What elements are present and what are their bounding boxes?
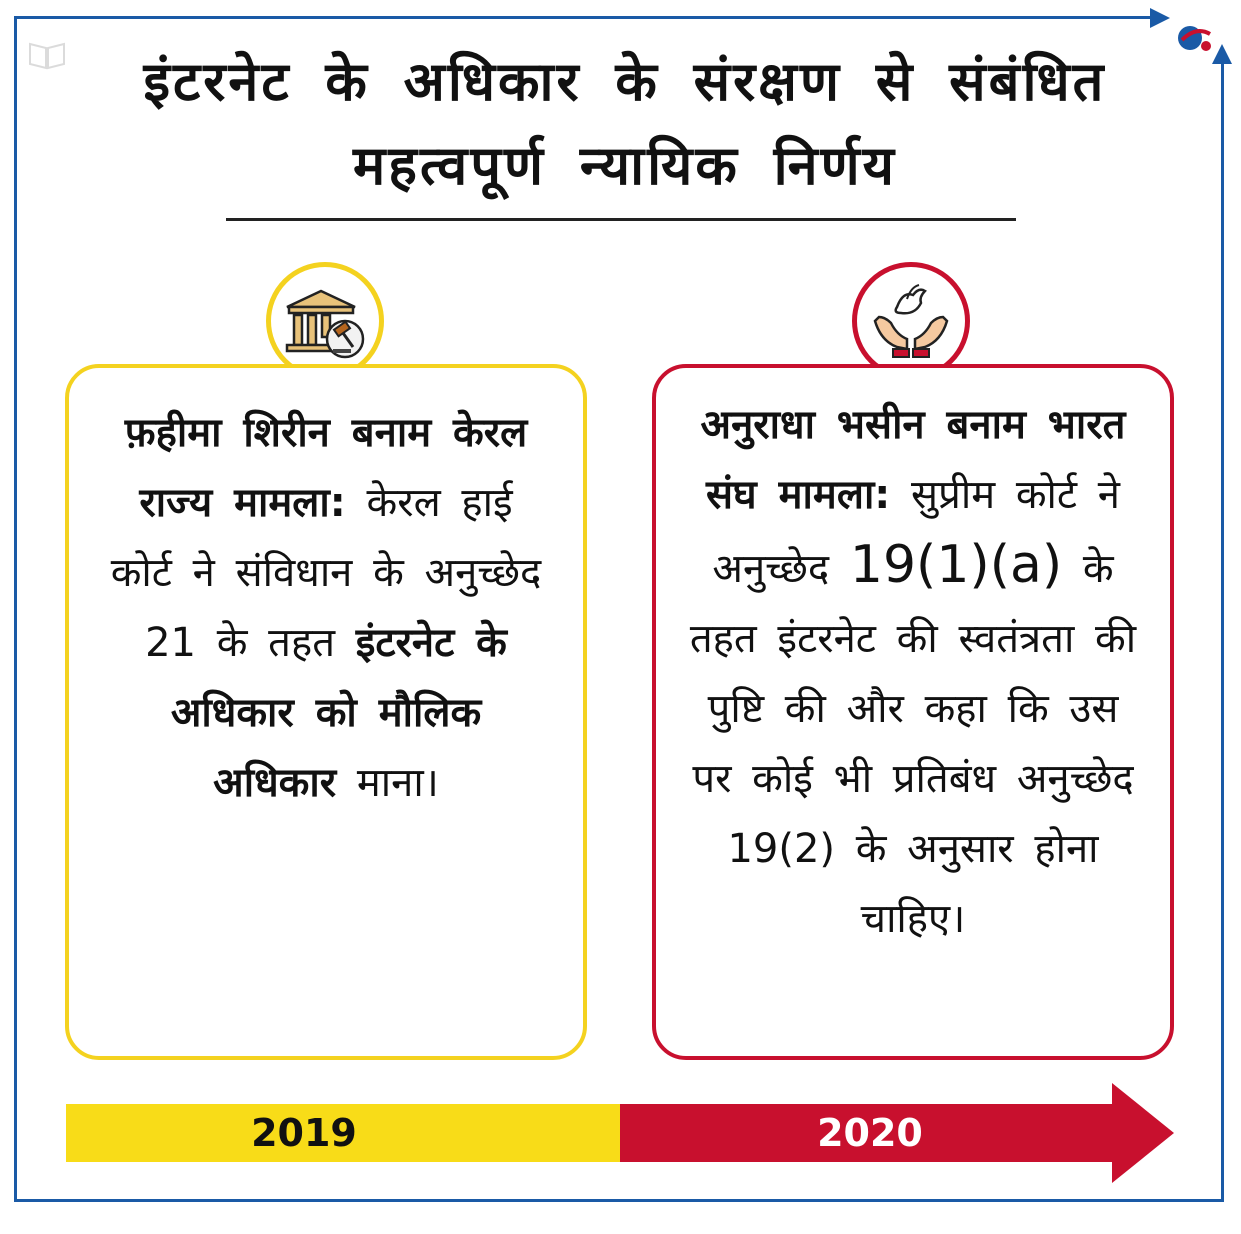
case-text-fahima-1: केरल हाई कोर्ट ने संविधान के अनुच्छेद 21 के तहत bbox=[110, 480, 542, 666]
article-number: 19(1)(a) bbox=[849, 535, 1063, 595]
case-text-fahima-bold: इंटरनेट के अधिकार को मौलिक अधिकार bbox=[170, 620, 507, 806]
title-underline bbox=[226, 218, 1016, 221]
case-heading-anuradha: अनुराधा भसीन बनाम भारत संघ मामला: bbox=[700, 402, 1126, 518]
case-text-anuradha-1: सुप्रीम कोर्ट ने अनुच्छेद bbox=[712, 472, 1120, 592]
dove-hands-icon bbox=[867, 277, 955, 365]
case-card-fahima bbox=[65, 364, 587, 1060]
frame-arrow-right-icon bbox=[1150, 8, 1170, 28]
case-text-anuradha-2: के तहत इंटरनेट की स्वतंत्रता की पुष्टि की और कहा कि उस पर कोई भी प्रतिबंध अनुच्छेद 19(2) के अनुसार होना चाहिए। bbox=[689, 546, 1137, 942]
case-heading-fahima: फ़हीमा शिरीन बनाम केरल राज्य मामला: bbox=[124, 410, 528, 526]
title-line-2: महत्वपूर्ण न्यायिक निर्णय bbox=[353, 134, 897, 197]
frame-right-line bbox=[1221, 60, 1224, 1202]
title-line-1: इंटरनेट के अधिकार के संरक्षण से संबंधित bbox=[143, 50, 1107, 113]
case-text-fahima-2: माना। bbox=[356, 760, 439, 806]
page-title bbox=[60, 40, 1190, 208]
peace-badge bbox=[852, 262, 970, 380]
court-badge bbox=[266, 262, 384, 380]
case-card-anuradha bbox=[652, 364, 1174, 1060]
year-label-2020: 2020 bbox=[817, 1111, 923, 1155]
frame-bottom-line bbox=[14, 1199, 1224, 1202]
timeline-arrow-icon bbox=[1112, 1083, 1174, 1183]
year-label-2019: 2019 bbox=[251, 1111, 357, 1155]
court-gavel-icon bbox=[281, 277, 369, 365]
